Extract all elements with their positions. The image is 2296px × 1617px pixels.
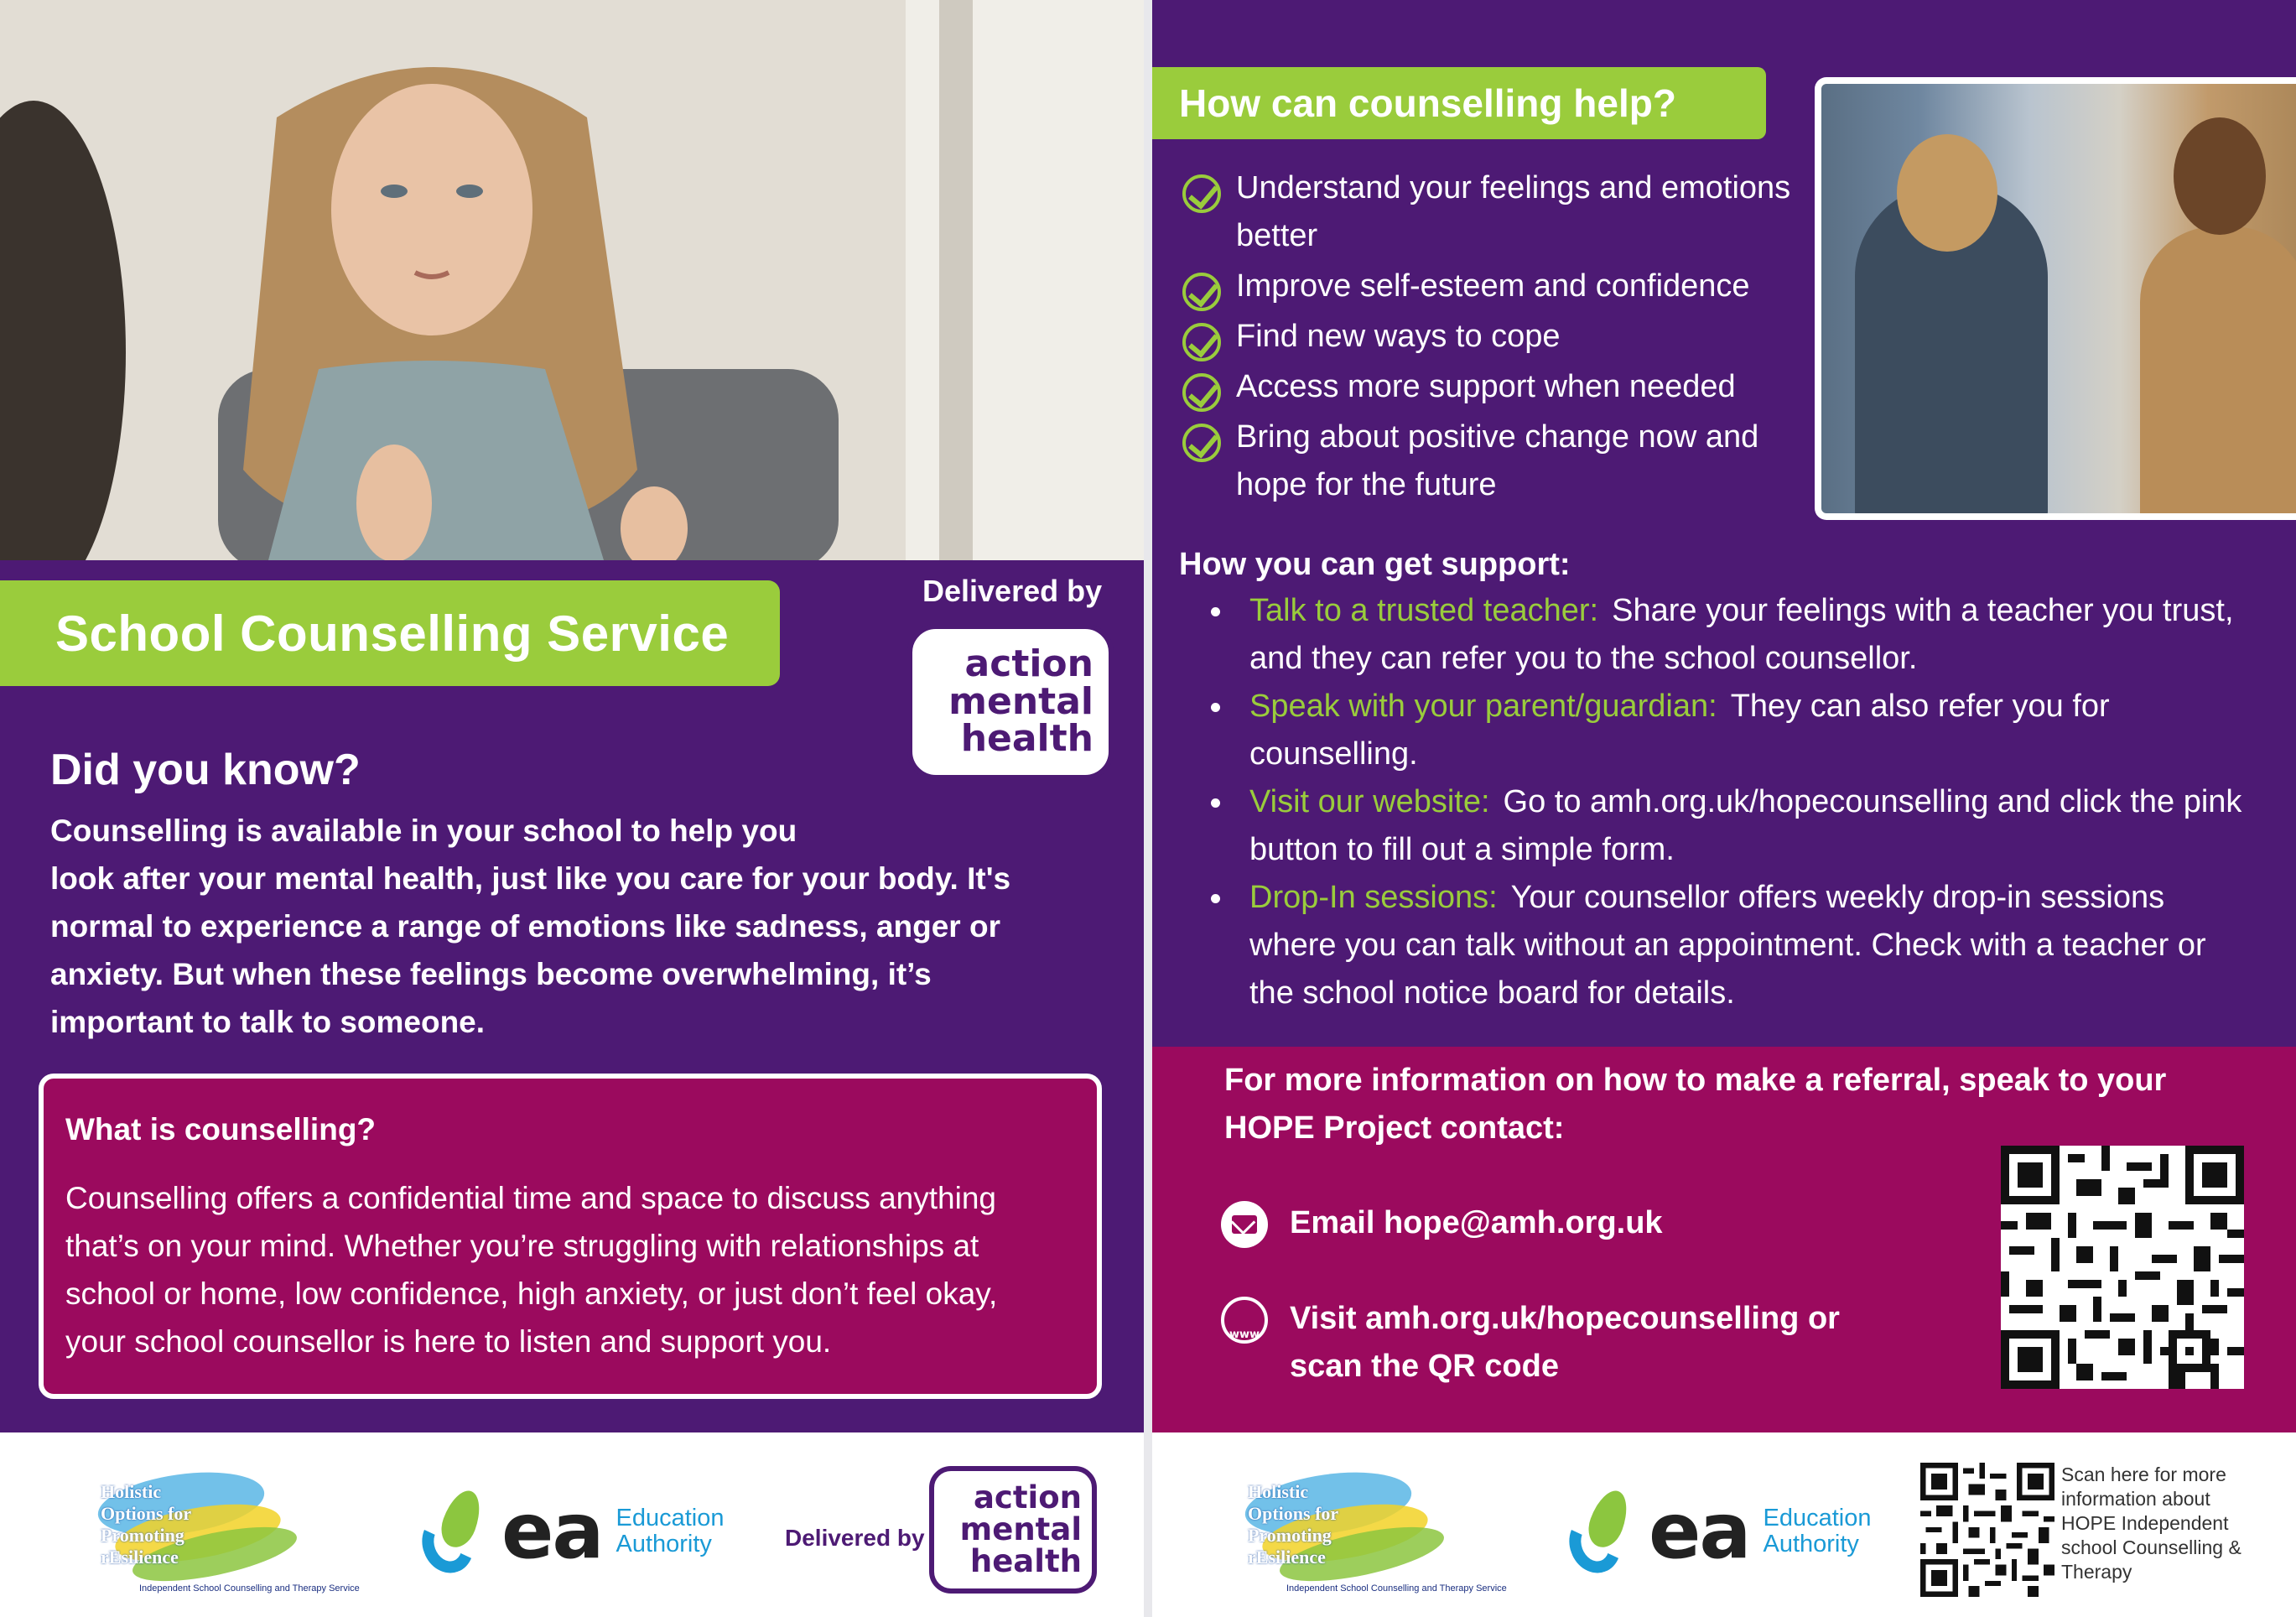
- benefit-item: [1182, 363, 1828, 411]
- support-label: Drop-In sessions:: [1249, 880, 1498, 915]
- intro-paragraph: [50, 807, 1090, 1046]
- hope-logo-tagline: Independent School Counselling and Therapy Service: [139, 1583, 360, 1594]
- support-text: the school notice board for details.: [1249, 975, 1735, 1011]
- support-label: Visit our website:: [1249, 784, 1490, 819]
- benefit-line: Access more support when needed: [1236, 369, 1736, 404]
- benefit-item: [1182, 263, 1828, 310]
- checkmark-icon: [1182, 373, 1221, 412]
- education-authority-logo: [1566, 1486, 1871, 1576]
- support-text: Share your feelings with a teacher you trust,: [1612, 593, 2234, 628]
- ea-wordmark: ea: [501, 1486, 603, 1576]
- website-text: scan the QR code: [1290, 1349, 1559, 1384]
- hope-logo-line: Holistic: [1248, 1481, 1309, 1502]
- support-text: and they can refer you to the school counsellor.: [1249, 641, 1918, 676]
- hope-logo-line: Options for: [101, 1503, 192, 1524]
- checkmark-icon: [1182, 273, 1221, 311]
- hope-logo-line: Promoting: [101, 1525, 184, 1546]
- checkmark-icon: [1182, 174, 1221, 213]
- scan-caption-line: Therapy: [2061, 1561, 2132, 1583]
- help-title: How can counselling help?: [1179, 81, 1676, 125]
- scan-caption-line: information about: [2061, 1488, 2210, 1510]
- ea-mark-icon: [1566, 1490, 1642, 1573]
- support-text: Go to amh.org.uk/hopecounselling and click the pink: [1503, 784, 2242, 819]
- left-footer: [0, 1432, 1144, 1617]
- support-text: button to fill out a simple form.: [1249, 832, 1675, 867]
- service-title-banner: [0, 580, 780, 686]
- website-text[interactable]: Visit amh.org.uk/hopecounselling or: [1290, 1301, 1840, 1336]
- checkmark-icon: [1182, 323, 1221, 361]
- what-is-counselling-heading: What is counselling?: [65, 1112, 377, 1146]
- hope-logo-line: Options for: [1248, 1503, 1339, 1524]
- scan-qr-caption: [2061, 1463, 2262, 1584]
- support-text: They can also refer you for: [1730, 689, 2110, 724]
- intro-line: anxiety. But when these feelings become overwhelming, it’s: [50, 957, 932, 991]
- hope-logo-line: Promoting: [1248, 1525, 1332, 1546]
- amh-logo-word: health: [960, 717, 1093, 761]
- what-line: your school counsellor is here to listen and support you.: [65, 1324, 832, 1359]
- what-line: that’s on your mind. Whether you’re struggling with relationships at: [65, 1229, 979, 1263]
- amh-logo-word: health: [969, 1542, 1082, 1579]
- support-item-dropin: [1194, 874, 2284, 1017]
- ea-wordmark: ea: [1649, 1486, 1750, 1576]
- amh-logo-word: action: [973, 1479, 1082, 1516]
- support-heading: How you can get support:: [1179, 547, 1571, 582]
- ea-sub-line: Education: [616, 1504, 725, 1531]
- email-icon: [1221, 1201, 1268, 1248]
- what-is-counselling-box: [39, 1074, 1102, 1399]
- benefit-item: [1182, 313, 1828, 361]
- amh-logo-word: mental: [948, 679, 1093, 723]
- support-label: Speak with your parent/guardian:: [1249, 689, 1717, 724]
- did-you-know-heading: Did you know?: [50, 746, 361, 794]
- help-title-banner: [1152, 67, 1766, 139]
- referral-line: HOPE Project contact:: [1224, 1110, 1565, 1146]
- intro-line: important to talk to someone.: [50, 1005, 486, 1039]
- benefit-line: Bring about positive change now and: [1236, 419, 1759, 455]
- hero-photo-student: [0, 0, 1144, 560]
- support-item-website: [1194, 778, 2284, 874]
- benefit-line: Improve self-esteem and confidence: [1236, 268, 1750, 304]
- email-text[interactable]: Email hope@amh.org.uk: [1290, 1205, 1663, 1240]
- delivered-by-label: Delivered by: [922, 574, 1103, 608]
- hope-logo-line: rEsilience: [1248, 1547, 1326, 1568]
- benefit-line: better: [1236, 218, 1318, 253]
- left-page: [0, 0, 1144, 1617]
- globe-icon: [1221, 1297, 1268, 1344]
- ea-sub-line: Authority: [1763, 1530, 1859, 1557]
- what-line: school or home, low confidence, high anxiety, or just don’t feel okay,: [65, 1276, 998, 1311]
- scan-caption-line: school Counselling &: [2061, 1536, 2241, 1558]
- hope-logo-line: rEsilience: [101, 1547, 179, 1568]
- benefit-item: [1182, 413, 1828, 509]
- support-text: counselling.: [1249, 736, 1418, 772]
- ea-sub-line: Education: [1763, 1504, 1872, 1531]
- support-item-teacher: [1194, 587, 2284, 683]
- qr-code-large-pattern: [2001, 1146, 2244, 1389]
- intro-line: Counselling is available in your school to help you: [50, 814, 797, 848]
- what-line: Counselling offers a confidential time and space to discuss anything: [65, 1181, 996, 1215]
- page-gutter: [1144, 0, 1152, 1617]
- website-contact[interactable]: [1221, 1295, 1840, 1391]
- referral-heading: [1224, 1057, 2247, 1152]
- email-contact[interactable]: [1221, 1199, 1663, 1248]
- intro-line: normal to experience a range of emotions like sadness, anger or: [50, 909, 1000, 944]
- referral-line: For more information on how to make a referral, speak to your: [1224, 1063, 2167, 1098]
- action-mental-health-logo: [907, 624, 1114, 780]
- counselling-session-photo: [1815, 77, 2296, 520]
- amh-logo-word: action: [964, 642, 1093, 685]
- hope-logo-line: Holistic: [101, 1481, 162, 1502]
- service-title: School Counselling Service: [55, 605, 730, 662]
- scan-caption-line: Scan here for more: [2061, 1464, 2226, 1485]
- education-authority-logo: [419, 1486, 724, 1576]
- benefits-list: [1182, 164, 1828, 509]
- ea-mark-icon: [419, 1490, 495, 1573]
- scan-caption-line: HOPE Independent: [2061, 1512, 2229, 1534]
- support-item-parent: [1194, 683, 2284, 778]
- footer-action-mental-health-logo: [929, 1466, 1097, 1594]
- amh-logo-word: mental: [959, 1511, 1082, 1548]
- footer-delivered-by-label: Delivered by: [785, 1525, 925, 1551]
- hope-logo: [1211, 1466, 1507, 1600]
- qr-code-small-pattern: [1920, 1463, 2054, 1597]
- benefit-line: hope for the future: [1236, 467, 1497, 502]
- qr-code-large[interactable]: [2001, 1146, 2244, 1389]
- what-is-counselling-text: [65, 1174, 1075, 1365]
- support-label: Talk to a trusted teacher:: [1249, 593, 1599, 628]
- checkmark-icon: [1182, 424, 1221, 462]
- benefit-line: Find new ways to cope: [1236, 319, 1561, 354]
- support-text: Your counsellor offers weekly drop-in sessions: [1510, 880, 2165, 915]
- hope-logo-tagline: Independent School Counselling and Therapy Service: [1286, 1583, 1507, 1594]
- benefit-line: Understand your feelings and emotions: [1236, 170, 1791, 205]
- support-list: [1194, 587, 2284, 1017]
- intro-line: look after your mental health, just like you care for your body. It's: [50, 861, 1011, 896]
- ea-sub-line: Authority: [616, 1530, 712, 1557]
- benefit-item: [1182, 164, 1828, 260]
- support-text: where you can talk without an appointment. Check with a teacher or: [1249, 928, 2206, 963]
- qr-code-small[interactable]: [1920, 1463, 2054, 1597]
- hero-photo-illustration: [0, 0, 1144, 560]
- hope-logo: [64, 1466, 360, 1600]
